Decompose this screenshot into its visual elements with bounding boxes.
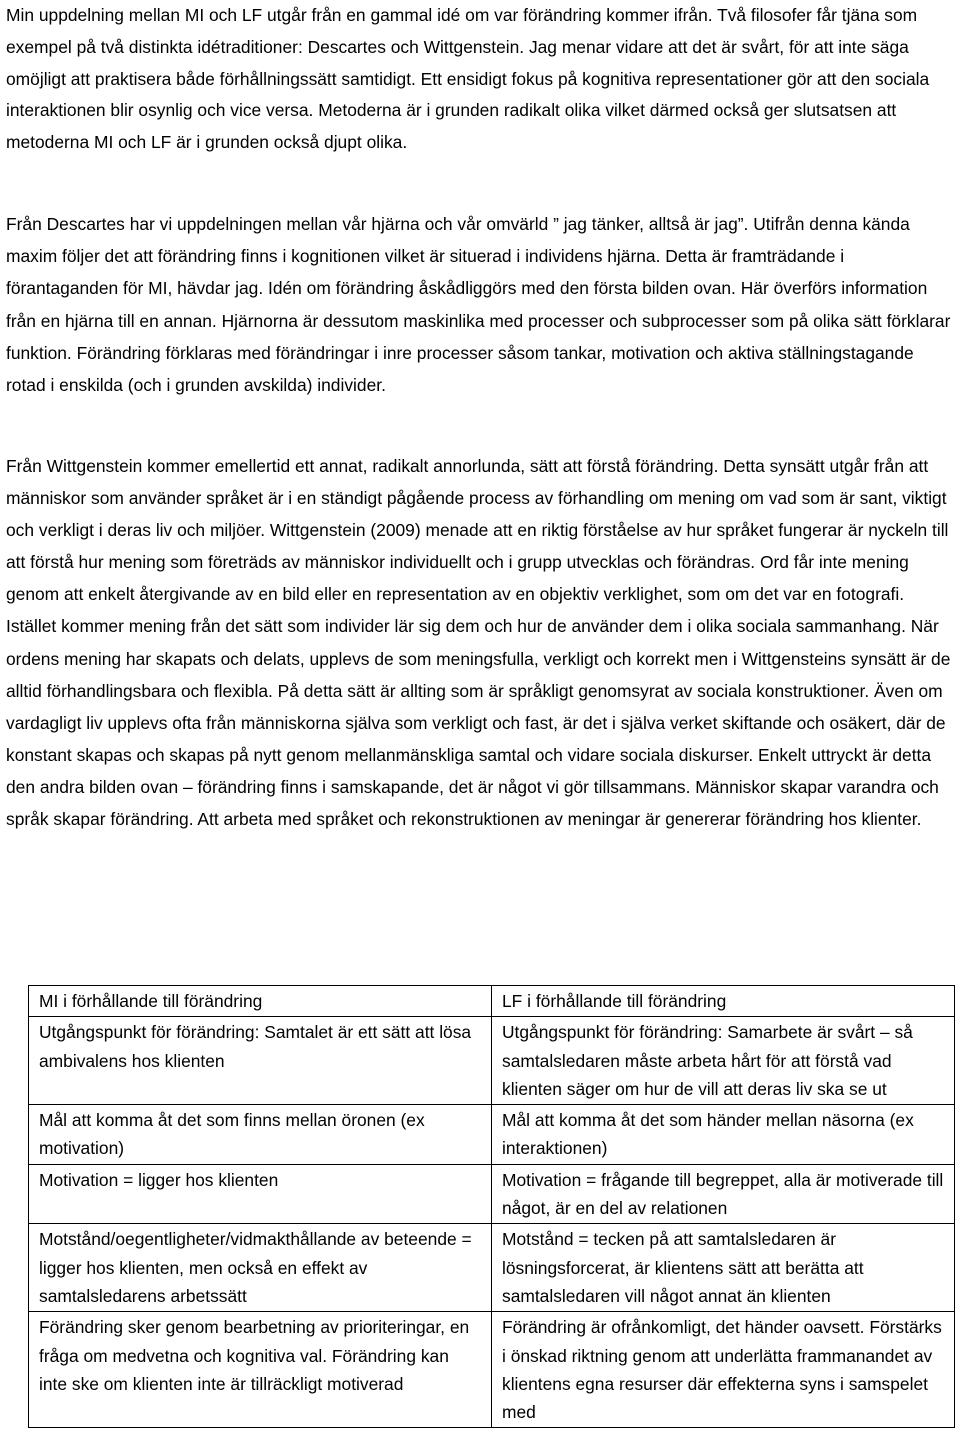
table-cell-mi: Utgångspunkt för förändring: Samtalet är ett sätt att lösa ambivalens hos klienten bbox=[29, 1017, 492, 1105]
paragraph-descartes: Från Descartes har vi uppdelningen mellan vår hjärna och vår omvärld ” jag tänker, alltså är jag”. Utifrån denna kända maxim följer det att förändring finns i kognitionen vilket är situerad i individens hjärna. Detta är framträdande i förantaganden för MI, hävdar jag. Idén om förändring åskådliggörs med den första bilden ovan. Här överförs information från en hjärna till en annan. Hjärnorna är dessutom maskinlika med processer och subprocesser som på olika sätt förklarar funktion. Förändring förklaras med förändringar i inre processer såsom tankar, motivation och aktiva ställningstagande rotad i enskilda (och i grunden avskilda) individer. bbox=[6, 214, 951, 396]
table-cell-mi: Motivation = ligger hos klienten bbox=[29, 1164, 492, 1224]
table-cell-mi: Förändring sker genom bearbetning av prioriteringar, en fråga om medvetna och kognitiva val. Förändring kan inte ske om klienten inte är tillräckligt motiverad bbox=[29, 1312, 492, 1428]
table-cell-lf: Mål att komma åt det som händer mellan näsorna (ex interaktionen) bbox=[492, 1105, 955, 1165]
table-cell-lf: Utgångspunkt för förändring: Samarbete är svårt – så samtalsledaren måste arbeta hårt för att förstå vad klienten säger om hur de vill att deras liv ska se ut bbox=[492, 1017, 955, 1105]
table-cell-lf: Förändring är ofrånkomligt, det händer oavsett. Förstärks i önskad riktning genom att underlätta frammanandet av klientens egna resurser där effekterna syns i samspelet med bbox=[492, 1312, 955, 1428]
header-lf: LF i förhållande till förändring bbox=[492, 986, 955, 1017]
paragraph-intro: Min uppdelning mellan MI och LF utgår från en gammal idé om var förändring kommer ifrån. Två filosofer får tjäna som exempel på två distinkta idétraditioner: Descartes och Wittgenstein. Jag menar vidare att det är svårt, för att inte säga omöjligt att praktisera både förhållningssätt samtidigt. Ett ensidigt fokus på kognitiva representationer gör att den sociala interaktionen blir osynlig och vice versa. Metoderna är i grunden radikalt olika vilket därmed också ger slutsatsen att metoderna MI och LF är i grunden också djupt olika. bbox=[6, 5, 930, 153]
table-row bbox=[29, 1017, 955, 1105]
table-cell-mi: Mål att komma åt det som finns mellan öronen (ex motivation) bbox=[29, 1105, 492, 1165]
table-cell-mi: Motstånd/oegentligheter/vidmakthållande av beteende = ligger hos klienten, men också en effekt av samtalsledarens arbetssätt bbox=[29, 1224, 492, 1312]
comparison-table bbox=[28, 985, 955, 1428]
table-cell-lf: Motstånd = tecken på att samtalsledaren är lösningsforcerat, är klientens sätt att berätta att samtalsledaren vill något annat än klienten bbox=[492, 1224, 955, 1312]
table-row bbox=[29, 1224, 955, 1312]
paragraph-wittgenstein: Från Wittgenstein kommer emellertid ett annat, radikalt annorlunda, sätt att förstå förändring. Detta synsätt utgår från att människor som använder språket är i en ständigt pågående process av förhandling om mening om vad som är sant, viktigt och verkligt i deras liv och miljöer. Wittgenstein (2009) menade att en riktig förståelse av hur språket fungerar är nyckeln till att förstå hur mening som företräds av människor individuellt och i grupp utvecklas och förändras. Ord får inte mening genom att enkelt återgivande av en bild eller en representation av en objektiv verklighet, som om det var en fotografi. Istället kommer mening från det sätt som individer lär sig dem och hur de använder dem i olika sociala sammanhang. När ordens mening har skapats och delats, upplevs de som meningsfulla, verkligt och korrekt men i Wittgensteins synsätt är de alltid förhandlingsbara och flexibla. På detta sätt är allting som är språkligt genomsyrat av sociala konstruktioner. Även om vardagligt liv upplevs ofta från människorna själva som verkligt och fast, är det i själva verket skiftande och osäkert, där de konstant skapas och skapas på nytt genom mellanmänskliga samtal och vidare sociala diskurser. Enkelt uttryckt är detta den andra bilden ovan – förändring finns i samskapande, det är något vi gör tillsammans. Människor skapar varandra och språk skapar förändring. Att arbeta med språket och rekonstruktionen av meningar är genererar förändring hos klienter. bbox=[6, 456, 951, 830]
table-row bbox=[29, 1164, 955, 1224]
table-row bbox=[29, 1105, 955, 1165]
header-mi: MI i förhållande till förändring bbox=[29, 986, 492, 1017]
table-cell-lf: Motivation = frågande till begreppet, alla är motiverade till något, är en del av relationen bbox=[492, 1164, 955, 1224]
table-header-row bbox=[29, 986, 955, 1017]
table-row bbox=[29, 1312, 955, 1428]
